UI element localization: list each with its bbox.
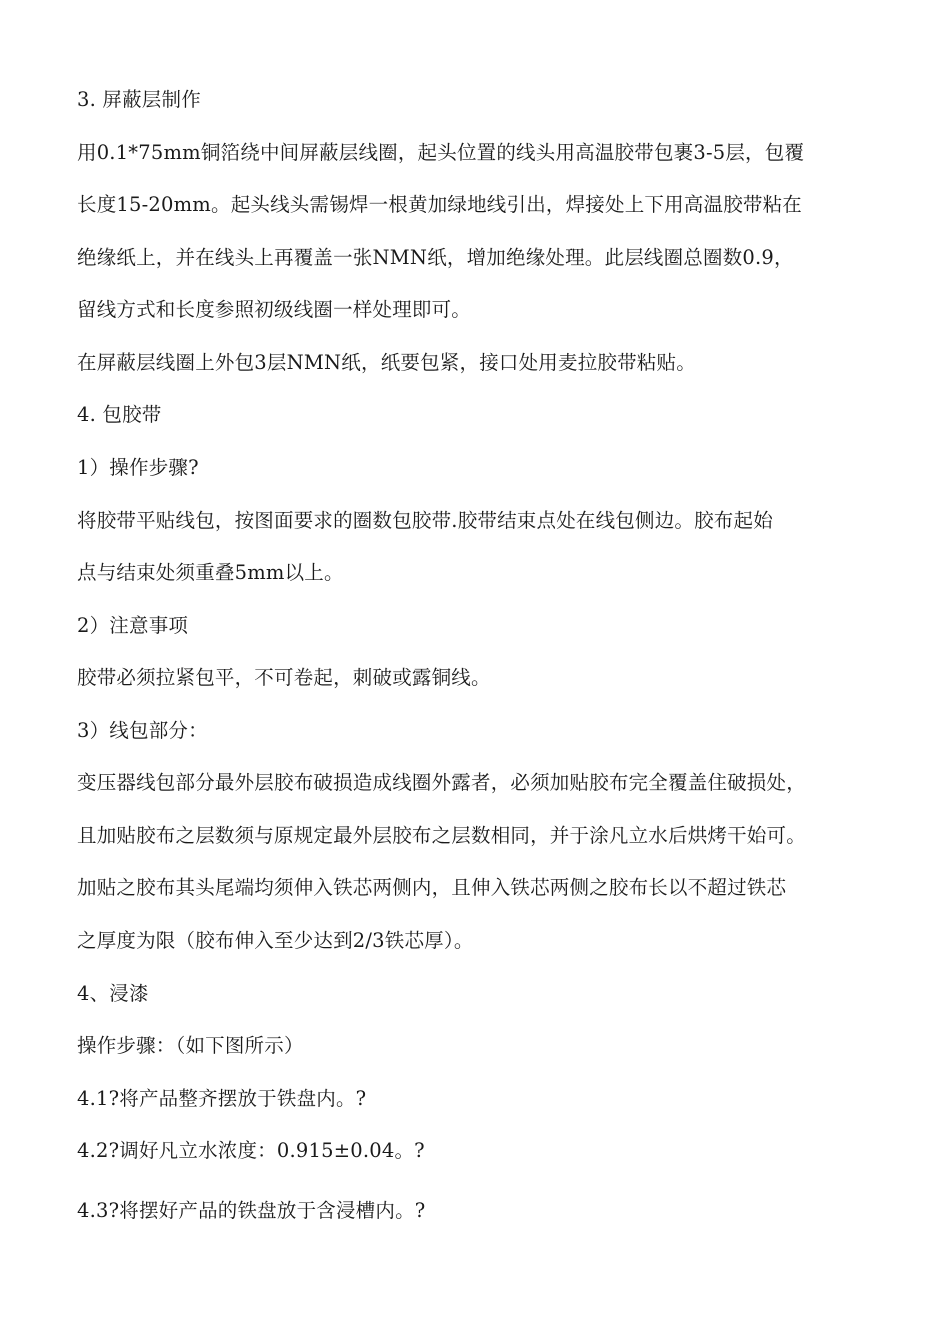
step-item: 4.1?将产品整齐摆放于铁盘内。? <box>77 1087 367 1110</box>
step-item: 4.2?调好凡立水浓度：0.915±0.04。? <box>77 1139 425 1162</box>
subheading-notes: 2）注意事项 <box>77 614 189 637</box>
paragraph-line: 加贴之胶布其头尾端均须伸入铁芯两侧内，且伸入铁芯两侧之胶布长以不超过铁芯 <box>77 876 787 899</box>
paragraph-line: 且加贴胶布之层数须与原规定最外层胶布之层数相同，并于涂凡立水后烘烤干始可。 <box>77 824 806 847</box>
step-item: 4.3?将摆好产品的铁盘放于含浸槽内。? <box>77 1199 426 1222</box>
paragraph-line: 绝缘纸上，并在线头上再覆盖一张NMN纸，增加绝缘处理。此层线圈总圈数0.9， <box>77 246 794 269</box>
section-heading-shield-layer: 3. 屏蔽层制作 <box>77 88 201 111</box>
paragraph-line: 在屏蔽层线圈上外包3层NMN纸，纸要包紧，接口处用麦拉胶带粘贴。 <box>77 351 696 374</box>
section-heading-tape: 4. 包胶带 <box>77 403 162 426</box>
paragraph-line: 胶带必须拉紧包平，不可卷起，刺破或露铜线。 <box>77 666 491 689</box>
paragraph-line: 用0.1*75mm铜箔绕中间屏蔽层线圈，起头位置的线头用高温胶带包裹3-5层，包覆 <box>77 141 805 164</box>
subheading-steps: 1）操作步骤? <box>77 456 199 479</box>
paragraph-line: 留线方式和长度参照初级线圈一样处理即可。 <box>77 298 472 321</box>
paragraph-line: 将胶带平贴线包，按图面要求的圈数包胶带.胶带结束点处在线包侧边。胶布起始 <box>77 509 773 532</box>
subheading-procedure: 操作步骤：（如下图所示） <box>77 1034 304 1057</box>
subheading-coil-part: 3）线包部分： <box>77 719 208 742</box>
paragraph-line: 长度15-20mm。起头线头需锡焊一根黄加绿地线引出，焊接处上下用高温胶带粘在 <box>77 193 802 216</box>
paragraph-line: 点与结束处须重叠5mm以上。 <box>77 561 344 584</box>
paragraph-line: 之厚度为限（胶布伸入至少达到2/3铁芯厚）。 <box>77 929 474 952</box>
section-heading-varnish: 4、浸漆 <box>77 982 149 1005</box>
paragraph-line: 变压器线包部分最外层胶布破损造成线圈外露者，必须加贴胶布完全覆盖住破损处， <box>77 771 806 794</box>
